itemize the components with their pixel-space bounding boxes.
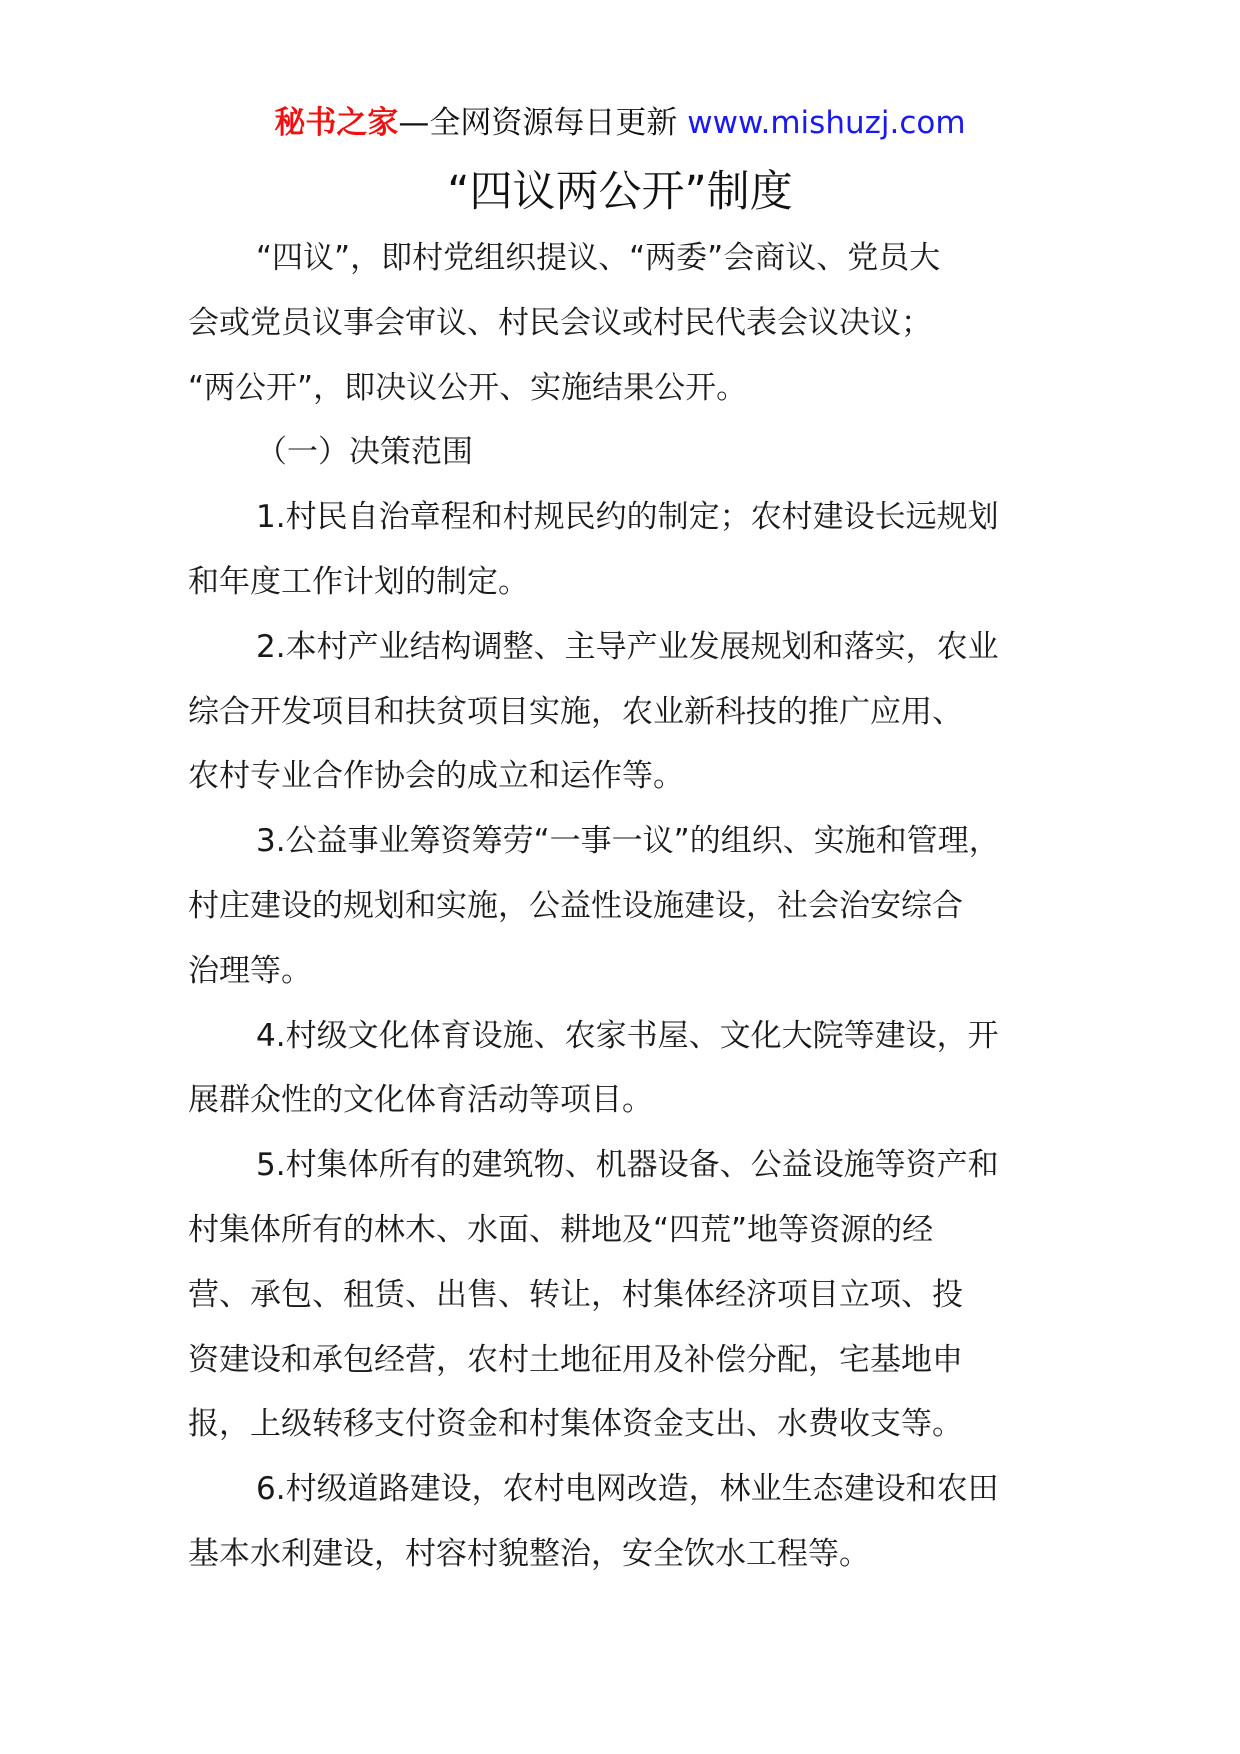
header-slogan: —全网资源每日更新 [398,105,688,141]
body-line: 6.村级道路建设，农村电网改造，林业生态建设和农田 [256,1471,999,1508]
body-line: 综合开发项目和扶贫项目实施，农业新科技的推广应用、 [188,693,963,730]
body-line: 村庄建设的规划和实施，公益性设施建设，社会治安综合 [188,887,963,924]
body-line: 资建设和承包经营，农村土地征用及补偿分配，宅基地申 [188,1341,963,1378]
body-line: 1.村民自治章程和村规民约的制定；农村建设长远规划 [256,499,999,536]
body-line: 4.村级文化体育设施、农家书屋、文化大院等建设，开 [256,1017,999,1054]
document-title: “四议两公开”制度 [447,167,793,217]
body-line: 和年度工作计划的制定。 [188,563,529,600]
body-line: 5.村集体所有的建筑物、机器设备、公益设施等资产和 [256,1147,999,1184]
site-header [0,100,1240,146]
body-line: 展群众性的文化体育活动等项目。 [188,1082,653,1119]
body-line: “四议”，即村党组织提议、“两委”会商议、党员大 [256,240,941,276]
body-line: 治理等。 [188,952,312,989]
body-line: 农村专业合作协会的成立和运作等。 [188,758,684,795]
body-line: 村集体所有的林木、水面、耕地及“四荒”地等资源的经 [188,1211,934,1248]
body-line: 会或党员议事会审议、村民会议或村民代表会议决议； [188,304,932,341]
document-body [188,226,1078,1587]
body-line: 2.本村产业结构调整、主导产业发展规划和落实，农业 [256,628,999,665]
body-line: 营、承包、租赁、出售、转让，村集体经济项目立项、投 [188,1276,963,1313]
body-line: 3.公益事业筹资筹劳“一事一议”的组织、实施和管理， [256,823,1000,860]
body-line: （一）决策范围 [256,434,473,471]
body-line: 报，上级转移支付资金和村集体资金支出、水费收支等。 [188,1406,963,1443]
brand-name: 秘书之家 [274,105,399,141]
body-line: “两公开”，即决议公开、实施结果公开。 [188,369,748,406]
site-url-link[interactable]: www.mishuzj.com [687,105,966,141]
body-line: 基本水利建设，村容村貌整治，安全饮水工程等。 [188,1535,870,1572]
